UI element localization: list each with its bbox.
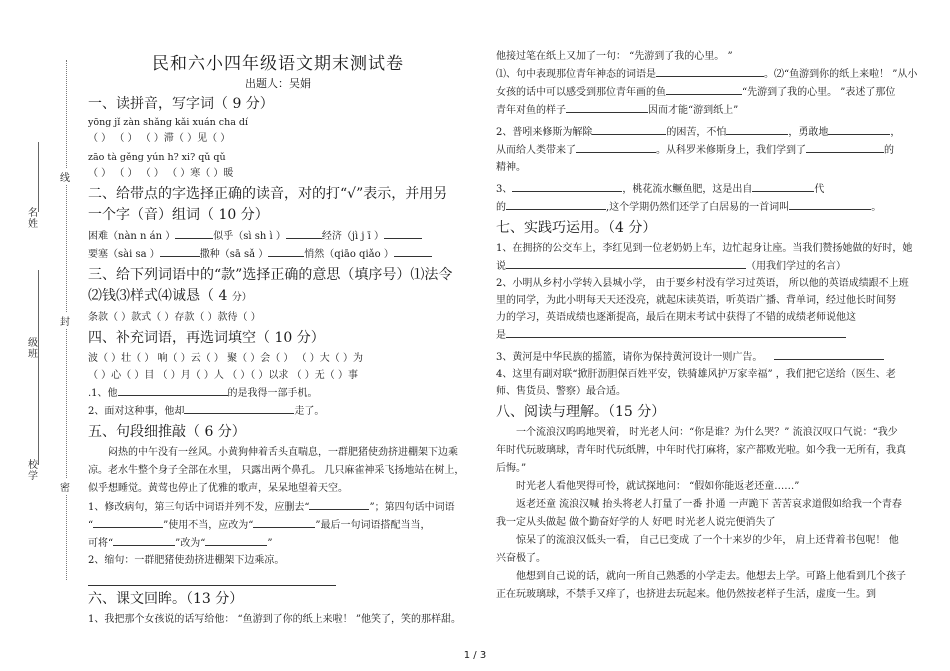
question-text: “: [88, 520, 94, 531]
edit-question-line-2: [88, 516, 468, 534]
answer-blank[interactable]: [113, 534, 175, 546]
question-text: ”最后一句词语搭配当当，: [315, 520, 431, 531]
binding-margin: [26, 60, 70, 600]
question-text: 说: [496, 261, 506, 272]
section-2-heading-b: 一个字（音）组词（ 10 分）: [88, 207, 269, 223]
name-label: 名姓: [28, 208, 38, 230]
page-number: 1 / 3: [463, 650, 487, 661]
question-text: ，桃花流水鳜鱼肥，这是出自: [622, 184, 753, 195]
answer-blank[interactable]: [160, 245, 200, 257]
question-text: ”: [267, 538, 273, 549]
school-rule: [38, 375, 39, 465]
section-3-heading-a: 三、给下列词语中的“款”选择正确的意思（填序号）⑴法令: [88, 267, 453, 283]
reading-item: 经济（jì j ī ）: [321, 231, 385, 242]
pinyin-row-2: zāo tà gěng yún h? xi? qǔ qǔ: [88, 152, 226, 163]
left-column: [88, 0, 468, 628]
practice-q2-line-2: 里的同学，为此小明每天天还没亮，就起床读英语，听英语广播、背单词，经过他长时间努: [496, 295, 896, 306]
question-text: 。⑵“鱼游到你的纸上来啦！ ”从小: [764, 69, 918, 80]
question-text: 3、黄河是中华民族的摇篮，请你为保持黄河设计一则广告。: [496, 352, 763, 363]
answer-blank[interactable]: [506, 326, 846, 338]
question-text: ”改为“: [175, 538, 206, 549]
margin-mark-seal: 封: [60, 312, 70, 329]
practice-q3: [496, 348, 906, 366]
question-text: 。从科罗米修斯身上，我们学到了: [656, 145, 806, 156]
answer-blank[interactable]: [384, 227, 422, 239]
reading-row-2: [88, 245, 468, 263]
section-1-heading: 一、读拼音，写字词（ 9 分）: [88, 96, 274, 112]
question-text: 的: [496, 202, 506, 213]
question-text: 可将“: [88, 538, 114, 549]
review-question-1: 1、我把那个女孩说的话写给他： “鱼游到了你的纸上来啦！ ”他笑了，笑的那样甜。: [88, 614, 461, 625]
question-text: ，: [890, 127, 901, 138]
question-text: 代: [814, 184, 825, 195]
section-5-heading: 五、句段细推敲（ 6 分）: [88, 424, 246, 440]
answer-blank[interactable]: [286, 227, 322, 239]
practice-q2-line-1: 2、小明从乡村小学转入县城小学， 由于要乡村没有学习过英语， 所以他的英语成绩跟不上班: [496, 278, 909, 289]
answer-blank[interactable]: [666, 83, 742, 95]
question-text: 从而给人类带来了: [496, 145, 576, 156]
question-text: 2、普吲来修斯为解除: [496, 127, 593, 138]
answer-row-2: （ ） （ ） （ ） （ ）寒（ ）暖: [88, 168, 234, 179]
question-text: 因而才能“游到纸上”: [648, 105, 739, 116]
question-text: ”；第四句话中词语: [369, 502, 455, 513]
answer-blank[interactable]: [774, 348, 884, 360]
question-text: 3、: [496, 184, 513, 195]
question-text: 走了。: [294, 406, 325, 417]
answer-blank[interactable]: [175, 227, 213, 239]
review-q2-line-1: [496, 123, 906, 141]
reading-item: 要塞（sài sa ）: [88, 249, 160, 260]
reading-row-1: [88, 227, 468, 245]
name-rule: [38, 142, 39, 212]
practice-q2-line-4: [496, 326, 906, 344]
practice-q2-line-3: 力的学习，英语成绩也逐渐提高，最后在期末考试中获得了不错的成绩老师说他这: [496, 312, 856, 323]
idiom-row-1: 波（ ）壮（ ） 响（ ）云（ ） 聚（ ）会（ ） （ ）大（ ）为: [88, 353, 363, 364]
answer-line[interactable]: [88, 579, 336, 586]
reading-item: 似乎（sì sh ì ）: [213, 231, 286, 242]
review-q2-line-3: 精神。: [496, 162, 526, 173]
question-text: 1、修改病句，第三句话中词语并列不发，应删去“: [88, 502, 310, 513]
review-q1-line-2: [496, 83, 906, 101]
answer-blank[interactable]: [184, 402, 294, 414]
pinyin-row-1: yōng jǐ zàn shǎng kǎi xuán cha dí: [88, 117, 248, 128]
shorten-question: 2、缩句：一群肥猪使劲挤进棚架下边乘凉。: [88, 555, 285, 566]
review-q3-line-2: [496, 198, 906, 216]
question-text: 的: [884, 145, 894, 156]
class-label: 级班: [28, 338, 38, 360]
answer-row-1: （ ） （ ） （ ）滞（ ）见（ ）: [88, 133, 231, 144]
question-text: 的困苦，不怕: [666, 127, 727, 138]
edit-question-line-1: [88, 498, 468, 516]
answer-blank[interactable]: [828, 123, 890, 135]
question-text: （用我们学过的名言）: [746, 261, 846, 272]
answer-blank[interactable]: [806, 141, 884, 153]
review-q2-line-2: [496, 141, 906, 159]
edit-question-line-3: [88, 534, 468, 552]
school-label: 校学: [28, 460, 38, 482]
answer-blank[interactable]: [512, 180, 622, 192]
class-rule: [38, 270, 39, 390]
answer-blank[interactable]: [726, 123, 788, 135]
practice-q1-line-2: [496, 257, 906, 275]
kuan-row: 条款（ ）款式（ ）存款（ ）款待（ ）: [88, 312, 261, 323]
heading-text: ⑵钱⑶样式⑷诚恳（ 4: [88, 288, 232, 304]
answer-blank[interactable]: [592, 123, 666, 135]
answer-blank[interactable]: [394, 245, 432, 257]
reading-paragraph-3: 返老还童 流浪汉喊 抬头将老人打量了一番 扑通 一声跪下 苦苦哀求道假如给我一个青春 我一定从头做起 做个勤奋好学的人 好吧 时光老人说完便消失了: [496, 499, 902, 528]
answer-blank[interactable]: [309, 498, 369, 510]
answer-blank[interactable]: [566, 101, 648, 113]
reading-item: 撒种（sā sǎ ）: [199, 249, 269, 260]
question-text: 青年对鱼的样子: [496, 105, 566, 116]
right-column: [496, 48, 918, 604]
heading-score: 分）: [231, 292, 252, 303]
answer-blank[interactable]: [268, 245, 304, 257]
question-text: ,这个学期仍然们还学了白居易的一首词叫: [606, 202, 790, 213]
practice-q1-line-1: 1、在拥挤的公交车上，李红见到一位老奶奶上车，边忙起身让座。当我们赞扬她做的好时，她: [496, 243, 913, 254]
question-text: “先游到了我的心里。 ”表述了那位: [742, 87, 896, 98]
reading-item: 困难（nàn n án ）: [88, 231, 176, 242]
question-text: 女孩的话中可以感受到那位青年画的鱼: [496, 87, 666, 98]
answer-blank[interactable]: [656, 65, 764, 77]
reading-paragraph-4: 惊呆了的流浪汉低头一看， 自己已变成 了一个十来岁的少年， 肩上还背着书包呢！ 他兴奋极了。: [496, 535, 899, 564]
section-2-heading-a: 二、给带点的字选择正确的读音，对的打“√”表示，并用另: [88, 186, 448, 202]
answer-blank[interactable]: [93, 516, 163, 528]
question-text: 。: [871, 202, 882, 213]
section-6-heading: 六、课文回眸。（13 分）: [88, 591, 244, 607]
page-title: 民和六小四年级语文期末测试卷: [152, 54, 404, 74]
review-q3-line-1: [496, 180, 906, 198]
question-text: ”使用不当，应改为“: [163, 520, 254, 531]
fill-question-1: [88, 384, 468, 402]
section-7-heading: 七、实践巧运用。（4 分）: [496, 220, 657, 236]
section-3-heading-b: [88, 287, 468, 307]
margin-mark-secret: 密: [60, 478, 70, 495]
fill-question-2: [88, 402, 468, 420]
answer-blank[interactable]: [205, 534, 267, 546]
section-4-heading: 四、补充词语，再选词填空（ 10 分）: [88, 330, 325, 346]
reading-paragraph-2: 时光老人看他哭得可怜，就试探地问： “假如你能返老还童……”: [516, 481, 800, 492]
reading-paragraph-5: 他想到自己说的话，就向一所自己熟悉的小学走去。他想去上学。可路上他看到几个孩子正在玩玻璃球，不禁手又痒了，也挤进去玩起来。他仍然按老样子生活，虚度一生。到: [496, 571, 906, 600]
question-text: 2、面对这种事，他却: [88, 406, 185, 417]
reading-paragraph-1: 一个流浪汉呜呜地哭着， 时光老人问：“你是谁？为什么哭？” 流浪汉叹口气说：“我少年时代玩玻璃球，青年时代玩纸牌，中年时代打麻将，家产都败光啦。如今我一无所有，我真后悔。”: [496, 427, 906, 474]
reading-item: 悄然（qiāo qiǎo ）: [304, 249, 394, 260]
question-text: 是: [496, 330, 506, 341]
question-text: 的是我得一部手机。: [227, 388, 318, 399]
answer-blank[interactable]: [506, 257, 746, 269]
answer-blank[interactable]: [118, 384, 228, 396]
review-q1-line-3: [496, 101, 906, 119]
practice-q4-line-1: 4、这里有副对联“掀肝沥胆保百姓平安，铁骑雄风护万家幸福” ，我们把它送给（医生、老: [496, 369, 896, 380]
passage-paragraph: 闷热的中午没有一丝风。小黄狗伸着舌头直喘息，一群肥猪使劲挤进棚架下边乘凉。老水牛整个身子全部在水里， 只露出两个鼻孔。 几只麻雀神采飞扬地站在树上，似乎想睡觉。黄莺也停止了优雅的歌声，呆呆地望着天空。: [88, 447, 465, 494]
margin-mark-line: 线: [60, 168, 70, 185]
answer-blank[interactable]: [506, 198, 606, 210]
review-q1-line-1: [496, 65, 918, 83]
answer-blank[interactable]: [789, 198, 871, 210]
answer-blank[interactable]: [576, 141, 656, 153]
author-line: 出题人：吴娟: [245, 77, 311, 90]
practice-q4-line-2: 师、售货员、警察）最合适。: [496, 386, 626, 397]
section-8-heading: 八、阅读与理解。（15 分）: [496, 404, 666, 420]
answer-blank[interactable]: [752, 180, 814, 192]
idiom-row-2: （ ）心（ ）目 （ ）月（ ）人 （ ）（ ）以求 （ ）无（ ）事: [88, 370, 358, 381]
answer-blank[interactable]: [253, 516, 315, 528]
question-text: ⑴、句中表现那位青年神态的词语是: [496, 69, 656, 80]
question-text: .1、他: [88, 388, 118, 399]
review-continued: 他接过笔在纸上又加了一句： “先游到了我的心里。 ”: [496, 51, 733, 62]
question-text: ，勇敢地: [788, 127, 829, 138]
